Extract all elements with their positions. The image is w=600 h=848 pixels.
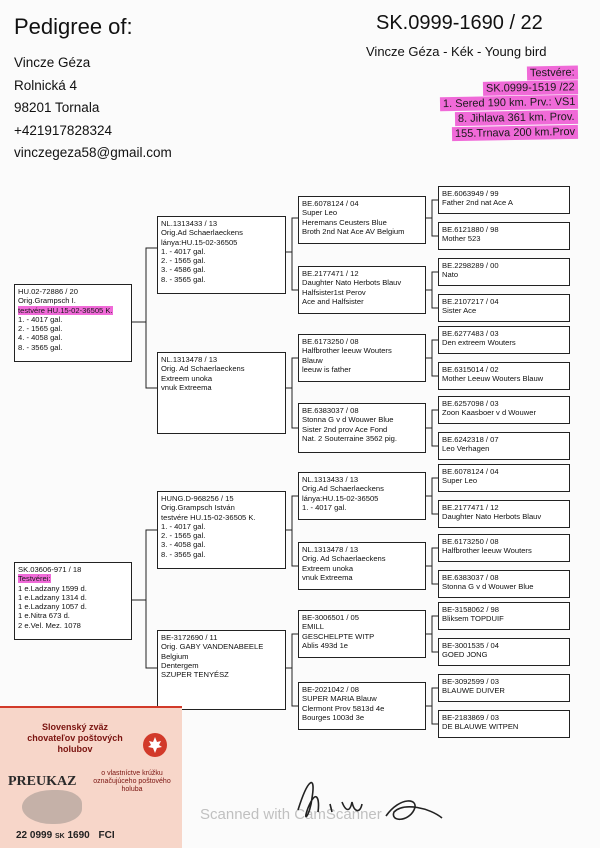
ancestor-line: lánya:HU.15-02-36505: [161, 237, 238, 247]
ancestor-line: 1. - 4017 gal.: [161, 521, 206, 531]
sire-line: Orig.Grampsch I.: [18, 296, 76, 306]
bird-subtitle: Vincze Géza - Kék - Young bird: [366, 44, 547, 59]
ancestor-line: Halfsister1st Perov: [302, 287, 366, 297]
ancestor-line: Orig. GABY VANDENABEELE: [161, 642, 264, 652]
stamp-serial: 1690: [67, 830, 90, 841]
ancestor-line: GOED JONG: [442, 650, 488, 660]
stamp-club: 0999: [29, 830, 53, 841]
dam-ring: SK.03606-971 / 18: [18, 565, 82, 574]
ancestor-line: Super Leo: [442, 476, 478, 486]
ancestor-ring: BE.6242318 / 07: [442, 435, 499, 444]
sire-line: 4. - 4058 gal.: [18, 333, 63, 343]
ancestor-box: [438, 258, 570, 286]
ancestor-ring: HUNG.D-968256 / 15: [161, 494, 234, 503]
ring-number: SK.0999-1690 / 22: [376, 12, 543, 34]
ancestor-ring: BE-2183869 / 03: [442, 713, 499, 722]
ancestor-ring: BE.2177471 / 12: [302, 269, 359, 278]
owner-city: 98201 Tornala: [14, 100, 100, 115]
ancestor-line: Bourges 1003d 3e: [302, 712, 365, 722]
stamp-org-line: chovateľov poštových holubov: [27, 733, 123, 754]
ancestor-line: 3. - 4058 gal.: [161, 540, 206, 550]
ancestor-ring: BE.6277483 / 03: [442, 329, 499, 338]
ancestor-ring: BE-3006501 / 05: [302, 613, 359, 622]
ancestor-line: testvére HU.15-02-36505 K.: [161, 512, 256, 522]
ancestor-ring: BE.6078124 / 04: [442, 467, 499, 476]
ancestor-line: Mother 523: [442, 234, 481, 244]
stamp-year: 22: [16, 830, 28, 841]
camscanner-watermark: Scanned with CamScanner: [200, 806, 382, 823]
ancestor-box: [438, 326, 570, 354]
ring-certificate-stamp: [0, 706, 182, 848]
ancestor-ring: BE.2107217 / 04: [442, 297, 499, 306]
great-grandparent-box: [298, 610, 426, 658]
owner-email: vinczegeza58@gmail.com: [14, 145, 172, 160]
ancestor-line: Dentergem: [161, 660, 199, 670]
ancestor-box: [438, 602, 570, 630]
sire-highlight-line: testvére HU.15-02-36505 K.: [18, 305, 113, 315]
ancestor-line: GESCHELPTE WITP: [302, 631, 375, 641]
ancestor-line: Father 2nd nat Ace A: [442, 198, 513, 208]
sire-line: 2. - 1565 gal.: [18, 324, 63, 334]
ancestor-box: [438, 674, 570, 702]
ancestor-line: Extreem unoka: [161, 373, 213, 383]
ancestor-line: SUPER MARIA Blauw: [302, 694, 377, 704]
sibling-result-2: 8. Jihlava 361 km. Prov.: [455, 110, 578, 126]
grandparent-box: [157, 630, 286, 710]
ancestor-ring: BE.2177471 / 12: [442, 503, 499, 512]
ancestor-ring: BE.6121880 / 98: [442, 225, 499, 234]
ancestor-line: Orig. Ad Schaerlaeckens: [161, 364, 245, 374]
stamp-country: SK: [54, 833, 65, 840]
ancestor-ring: BE.6315014 / 02: [442, 365, 499, 374]
ancestor-line: vnuk Extreema: [302, 572, 353, 582]
great-grandparent-box: [298, 403, 426, 453]
ancestor-line: vnuk Extreema: [161, 382, 212, 392]
ancestor-ring: BE.2298289 / 00: [442, 261, 499, 270]
ancestor-line: Mother Leeuw Wouters Blauw: [442, 374, 544, 384]
ancestor-ring: BE.6383037 / 08: [302, 406, 359, 415]
great-grandparent-box: [298, 334, 426, 382]
ancestor-ring: NL.1313478 / 13: [302, 545, 359, 554]
sire-ring: HU.02-72886 / 20: [18, 287, 78, 296]
ancestor-ring: BE-3001535 / 04: [442, 641, 499, 650]
ancestor-line: Ablis 493d 1e: [302, 640, 349, 650]
ancestor-line: Orig.Grampsch István: [161, 503, 235, 513]
ancestor-line: Bliksem TOPDUIF: [442, 614, 504, 624]
ancestor-line: BLAUWE DUIVER: [442, 686, 505, 696]
ancestor-line: Extreem unoka: [302, 563, 354, 573]
stamp-org-line: Slovenský zväz: [41, 722, 109, 732]
ancestor-line: leeuw is father: [302, 364, 351, 374]
ancestor-ring: BE-3092599 / 03: [442, 677, 499, 686]
ancestor-box: [438, 638, 570, 666]
ancestor-line: Daughter Nato Herbots Blauv: [442, 512, 542, 522]
ancestor-box: [438, 464, 570, 492]
ancestor-line: Leo Verhagen: [442, 444, 490, 454]
stamp-owner-note: o vlastníctve krúžku označujúceho poštového holuba: [93, 770, 171, 793]
ancestor-line: Clermont Prov 5813d 4e: [302, 703, 385, 713]
great-grandparent-box: [298, 266, 426, 314]
ancestor-ring: BE.6078124 / 04: [302, 199, 359, 208]
ancestor-line: 8. - 3565 gal.: [161, 549, 206, 559]
sibling-result-1: 1. Sered 190 km. Prv.: VS1: [439, 95, 578, 111]
ancestor-line: Orig.Ad Schaerlaeckens: [161, 228, 243, 238]
stamp-organization: [12, 722, 138, 755]
ancestor-box: [438, 534, 570, 562]
ancestor-line: 1. - 4017 gal.: [161, 246, 206, 256]
ancestor-ring: BE.6173250 / 08: [302, 337, 359, 346]
ancestor-line: Stonna G v d Wouwer Blue: [302, 415, 394, 425]
ancestor-line: Nat. 2 Souterraine 3562 pig.: [302, 433, 397, 443]
dam-box: [14, 562, 132, 640]
sibling-ring: SK.0999-1519 /22: [483, 80, 578, 96]
ancestor-line: Sister 2nd prov Ace Fond: [302, 424, 388, 434]
ancestor-line: 2. - 1565 gal.: [161, 256, 206, 266]
ancestor-line: 3. - 4586 gal.: [161, 265, 206, 275]
ancestor-line: Zoon Kaasboer v d Wouwer: [442, 408, 536, 418]
dam-line: 1 e.Ladzany 1314 d.: [18, 592, 87, 602]
great-grandparent-box: [298, 472, 426, 520]
ancestor-line: Broth 2nd Nat Ace AV Belgium: [302, 226, 405, 236]
sire-box: [14, 284, 132, 362]
sibling-result-3: 155.Trnava 200 km.Prov: [452, 125, 578, 141]
ancestor-line: Blauw: [302, 355, 323, 365]
ancestor-box: [438, 570, 570, 598]
great-grandparent-box: [298, 682, 426, 730]
ancestor-line: Super Leo: [302, 208, 338, 218]
great-grandparent-box: [298, 542, 426, 590]
ancestor-line: Ace and Halfsister: [302, 296, 364, 306]
ancestor-line: lánya:HU.15-02-36505: [302, 493, 379, 503]
ancestor-ring: BE.6063949 / 99: [442, 189, 499, 198]
maple-leaf-icon: [142, 732, 168, 758]
ancestor-line: 1. - 4017 gal.: [302, 502, 347, 512]
ancestor-line: Den extreem Wouters: [442, 338, 516, 348]
ancestor-line: Sister Ace: [442, 306, 477, 316]
stamp-title: PREUKAZ: [8, 774, 77, 789]
sire-line: 8. - 3565 gal.: [18, 342, 63, 352]
ancestor-line: 2. - 1565 gal.: [161, 531, 206, 541]
grandparent-box: [157, 216, 286, 294]
ancestor-line: Orig. Ad Schaerlaeckens: [302, 554, 386, 564]
sire-line: 1. - 4017 gal.: [18, 314, 63, 324]
dam-line: 1 e.Nitra 673 d.: [18, 611, 70, 621]
ancestor-ring: BE-3158062 / 98: [442, 605, 499, 614]
ancestor-line: Daughter Nato Herbots Blauv: [302, 278, 402, 288]
ancestor-ring: NL.1313433 / 13: [302, 475, 359, 484]
dam-line: 1 e.Ladzany 1057 d.: [18, 602, 87, 612]
owner-name: Vincze Géza: [14, 55, 91, 70]
ancestor-ring: BE.6383037 / 08: [442, 573, 499, 582]
handwritten-signature: [290, 768, 450, 838]
ancestor-ring: NL.1313433 / 13: [161, 219, 218, 228]
ancestor-box: [438, 186, 570, 214]
ancestor-box: [438, 396, 570, 424]
ancestor-line: Halfbrother leeuw Wouters: [442, 546, 532, 556]
ancestor-line: 8. - 3565 gal.: [161, 274, 206, 284]
dam-line: 1 e.Ladzany 1599 d.: [18, 583, 87, 593]
ancestor-box: [438, 294, 570, 322]
ancestor-ring: BE-3172690 / 11: [161, 633, 218, 642]
grandparent-box: [157, 491, 286, 569]
ancestor-ring: BE.6257098 / 03: [442, 399, 499, 408]
ancestor-line: Belgium: [161, 651, 189, 661]
owner-phone: +421917828324: [14, 122, 112, 138]
grandparent-box: [157, 352, 286, 434]
ancestor-ring: NL.1313478 / 13: [161, 355, 218, 364]
great-grandparent-box: [298, 196, 426, 244]
ancestor-box: [438, 500, 570, 528]
ancestor-line: DE BLAUWE WITPEN: [442, 722, 519, 732]
ancestor-line: Heremans Ceusters Blue: [302, 217, 387, 227]
ancestor-ring: BE.6173250 / 08: [442, 537, 499, 546]
stamp-fci: FCI: [98, 830, 115, 841]
ancestor-box: [438, 432, 570, 460]
ancestor-line: Halfbrother leeuw Wouters: [302, 346, 392, 356]
ancestor-box: [438, 362, 570, 390]
sibling-label: Testvére:: [527, 66, 578, 81]
pigeon-icon: [22, 790, 82, 824]
ancestor-line: Orig.Ad Schaerlaeckens: [302, 484, 384, 494]
ancestor-box: [438, 710, 570, 738]
dam-highlight-line: Testvérei:: [18, 574, 51, 584]
ancestor-box: [438, 222, 570, 250]
ancestor-ring: BE-2021042 / 08: [302, 685, 359, 694]
ancestor-line: EMILL: [302, 622, 324, 632]
owner-street: Rolnická 4: [14, 77, 78, 93]
ancestor-line: SZUPER TENYÉSZ: [161, 670, 229, 680]
page-title: Pedigree of:: [14, 14, 133, 39]
dam-line: 2 e.Vel. Mez. 1078: [18, 620, 81, 630]
stamp-ring-number: [16, 830, 115, 841]
ancestor-line: Nato: [442, 270, 459, 280]
ancestor-line: Stonna G v d Wouwer Blue: [442, 582, 534, 592]
